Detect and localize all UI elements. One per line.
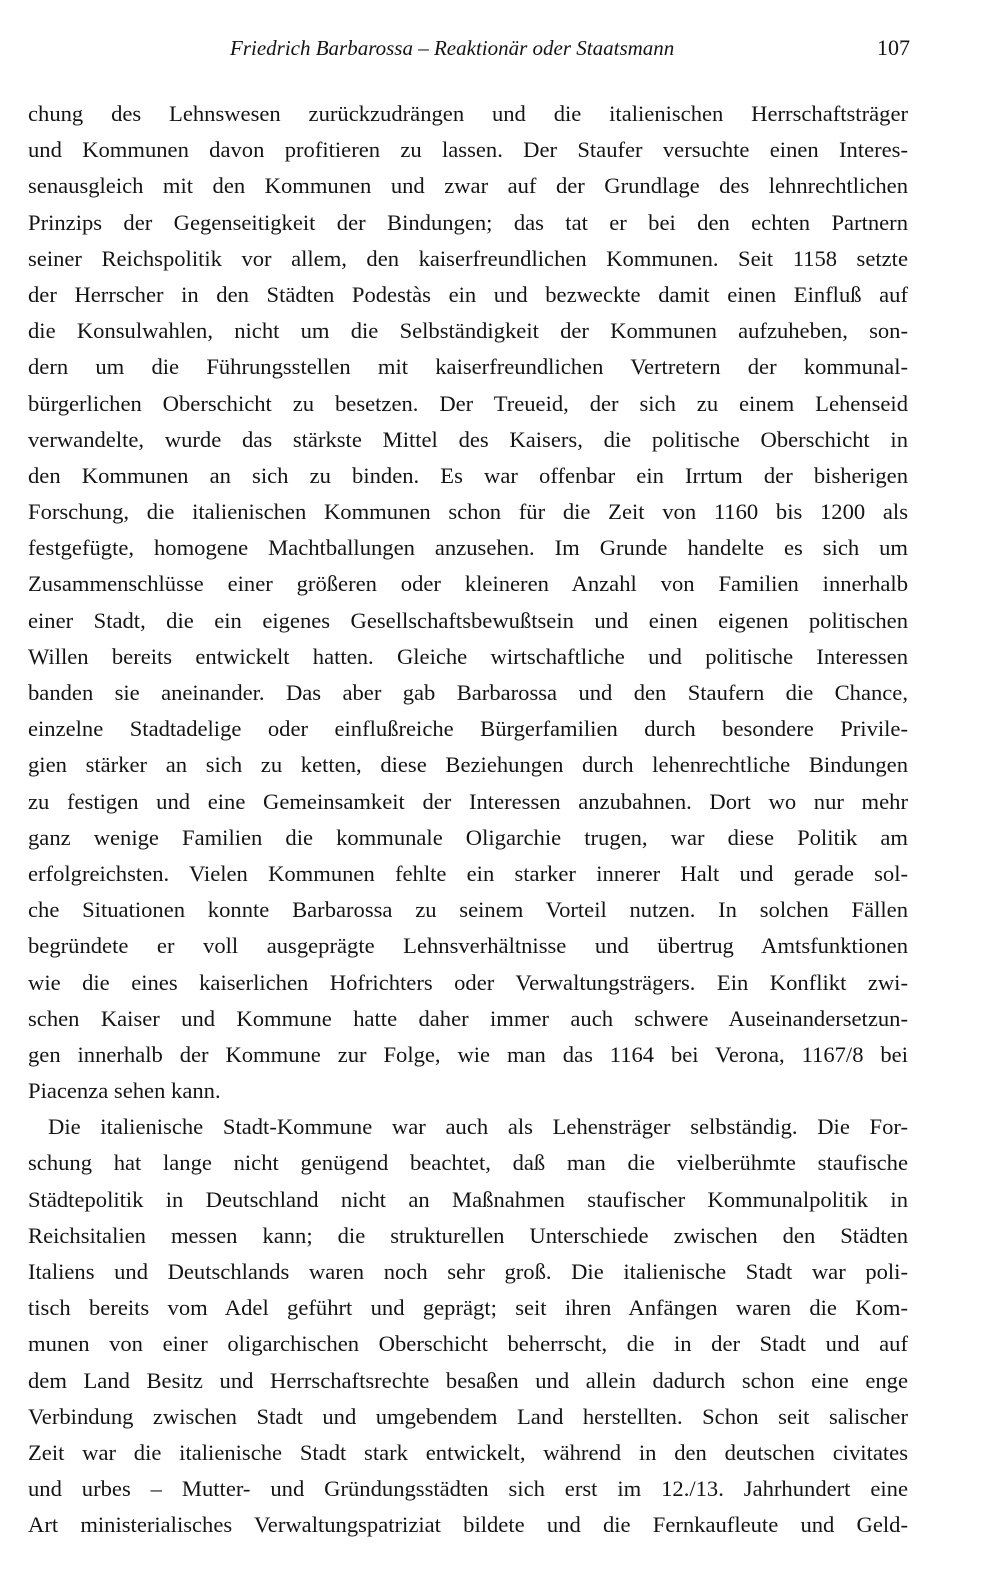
running-title: Friedrich Barbarossa – Reaktionär oder Staatsmann (230, 36, 675, 60)
text-line: gen innerhalb der Kommune zur Folge, wie man das 1164 bei Verona, 1167/8 bei (28, 1041, 908, 1067)
text-line: Reichsitalien messen kann; die strukturellen Unterschiede zwischen den Städten (28, 1222, 908, 1248)
text-line: dern um die Führungsstellen mit kaiserfreundlichen Vertretern der kommunal- (28, 354, 908, 380)
text-line: Die italienische Stadt-Kommune war auch als Lehensträger selbständig. Die For- (48, 1114, 908, 1140)
text-line: Zeit war die italienische Stadt stark entwickelt, während in den deutschen civitates (28, 1439, 908, 1465)
text-line: Zusammenschlüsse einer größeren oder kleineren Anzahl von Familien innerhalb (28, 571, 908, 597)
text-line: bürgerlichen Oberschicht zu besetzen. Der Treueid, der sich zu einem Lehenseid (28, 390, 908, 416)
text-line: Art ministerialisches Verwaltungspatriziat bildete und die Fernkaufleute und Geld- (28, 1512, 908, 1538)
text-line: chung des Lehnswesen zurückzudrängen und die italienischen Herrschaftsträger (28, 101, 908, 126)
text-line: und urbes – Mutter- und Gründungsstädten sich erst im 12./13. Jahrhundert eine (28, 1476, 908, 1502)
text-line: Willen bereits entwickelt hatten. Gleiche wirtschaftliche und politische Interessen (28, 643, 908, 669)
text-line: begründete er voll ausgeprägte Lehnsverhältnisse und übertrug Amtsfunktionen (28, 933, 908, 959)
text-line: die Konsulwahlen, nicht um die Selbständigkeit der Kommunen aufzuheben, son- (28, 318, 908, 344)
text-line: Piacenza sehen kann. (28, 1078, 221, 1104)
text-line: banden sie aneinander. Das aber gab Barbarossa und den Staufern die Chance, (28, 680, 908, 705)
text-line: einzelne Stadtadelige oder einflußreiche Bürgerfamilien durch besondere Privile- (28, 716, 908, 742)
body-text (28, 96, 908, 1544)
text-line: Italiens und Deutschlands waren noch sehr groß. Die italienische Stadt war poli- (28, 1259, 908, 1284)
paragraph (28, 1109, 908, 1543)
text-line: schen Kaiser und Kommune hatte daher immer auch schwere Auseinandersetzun- (28, 1005, 908, 1031)
text-line: festgefügte, homogene Machtballungen anzusehen. Im Grunde handelte es sich um (28, 535, 908, 561)
text-line: Verbindung zwischen Stadt und umgebendem Land herstellten. Schon seit salischer (28, 1403, 908, 1429)
text-line: gien stärker an sich zu ketten, diese Beziehungen durch lehenrechtliche Bindungen (28, 752, 908, 778)
text-line: wie die eines kaiserlichen Hofrichters oder Verwaltungsträgers. Ein Konflikt zwi- (28, 969, 908, 995)
text-line: Forschung, die italienischen Kommunen schon für die Zeit von 1160 bis 1200 als (28, 499, 908, 525)
text-line: zu festigen und eine Gemeinsamkeit der Interessen anzubahnen. Dort wo nur mehr (28, 788, 908, 814)
text-line: tisch bereits vom Adel geführt und geprägt; seit ihren Anfängen waren die Kom- (28, 1295, 908, 1321)
text-line: der Herrscher in den Städten Podestàs ein und bezweckte damit einen Einfluß auf (28, 281, 908, 307)
running-header (32, 34, 910, 66)
page-number: 107 (877, 35, 910, 60)
text-line: den Kommunen an sich zu binden. Es war offenbar ein Irrtum der bisherigen (28, 462, 908, 488)
text-line: und Kommunen davon profitieren zu lassen. Der Staufer versuchte einen Interes- (28, 137, 908, 163)
text-line: senausgleich mit den Kommunen und zwar auf der Grundlage des lehnrechtlichen (28, 173, 908, 199)
paragraph (28, 96, 908, 1109)
text-line: Prinzips der Gegenseitigkeit der Bindungen; das tat er bei den echten Partnern (28, 209, 908, 235)
text-line: munen von einer oligarchischen Oberschicht beherrscht, die in der Stadt und auf (28, 1331, 908, 1357)
text-line: einer Stadt, die ein eigenes Gesellschaftsbewußtsein und einen eigenen politischen (28, 607, 908, 633)
text-line: seiner Reichspolitik vor allem, den kaiserfreundlichen Kommunen. Seit 1158 setzte (28, 245, 908, 271)
text-line: Städtepolitik in Deutschland nicht an Maßnahmen staufischer Kommunalpolitik in (28, 1186, 908, 1212)
text-line: dem Land Besitz und Herrschaftsrechte besaßen und allein dadurch schon eine enge (28, 1367, 908, 1393)
text-line: erfolgreichsten. Vielen Kommunen fehlte ein starker innerer Halt und gerade sol- (28, 860, 908, 886)
text-line: ganz wenige Familien die kommunale Oligarchie trugen, war diese Politik am (28, 824, 908, 850)
text-line: verwandelte, wurde das stärkste Mittel des Kaisers, die politische Oberschicht in (28, 426, 908, 452)
text-line: che Situationen konnte Barbarossa zu seinem Vorteil nutzen. In solchen Fällen (28, 897, 908, 923)
text-line: schung hat lange nicht genügend beachtet, daß man die vielberühmte staufische (28, 1150, 908, 1176)
